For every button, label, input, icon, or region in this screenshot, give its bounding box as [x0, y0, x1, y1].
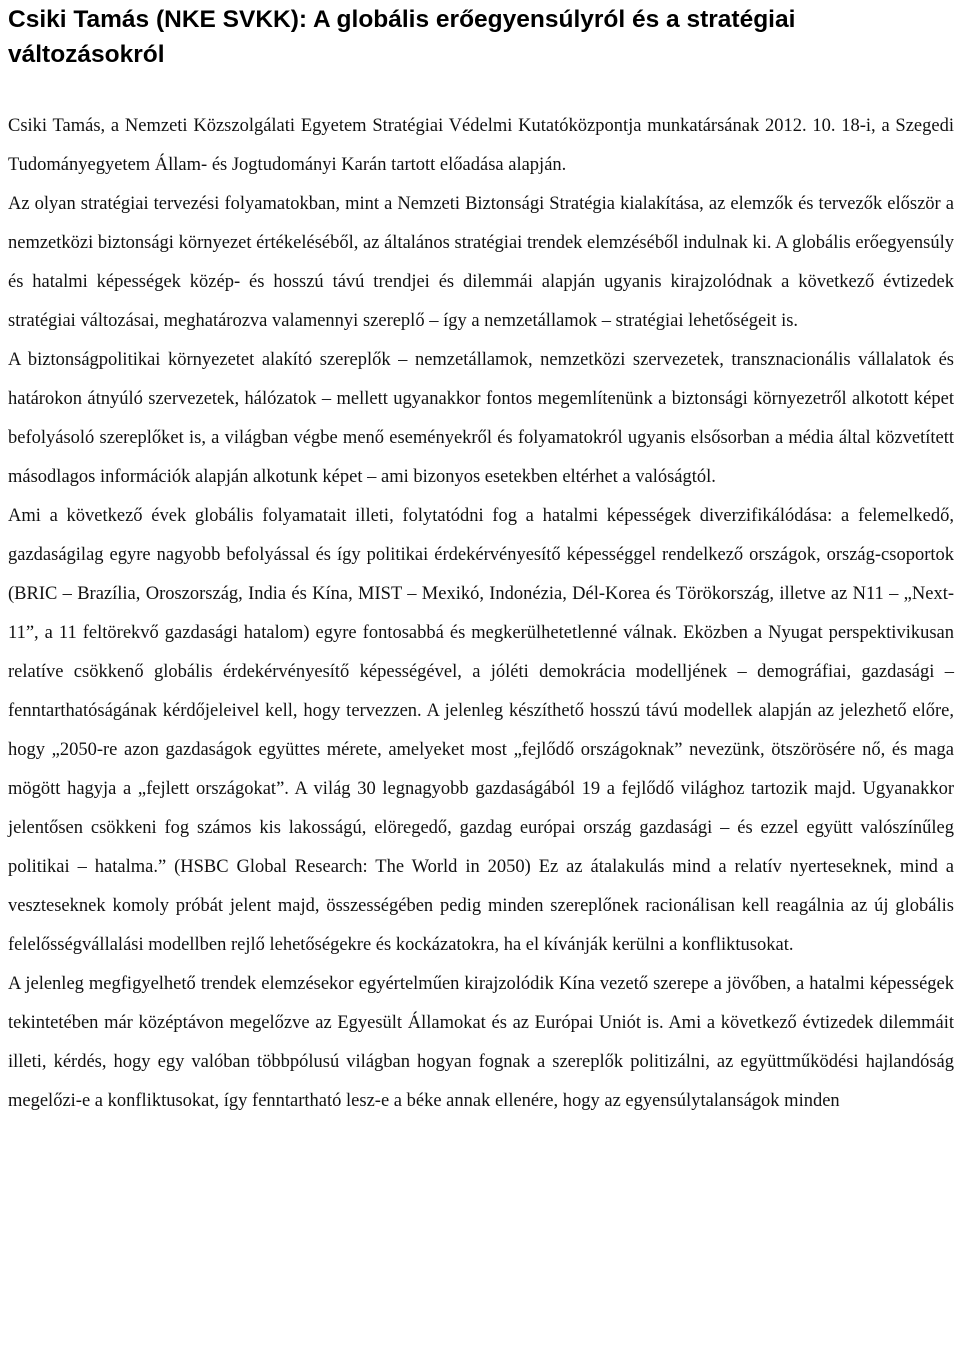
intro-paragraph: Csiki Tamás, a Nemzeti Közszolgálati Egyetem Stratégiai Védelmi Kutatóközpontja munkatársának 2012. 10. 18-i, a Szegedi Tudományegyetem Állam- és Jogtudományi Karán tartott előadása alapján. — [8, 116, 954, 175]
body-paragraph-4: A jelenleg megfigyelhető trendek elemzésekor egyértelműen kirajzolódik Kína vezető szerepe a jövőben, a hatalmi képességek tekintetében már középtávon megelőzve az Egyesült Államokat és az Európai Uniót is. Ami a következő évtizedek dilemmáit illeti, kérdés, hogy egy valóban többpólusú világban hogyan fognak a szereplők politizálni, az együttműködési hajlandóság megelőzi-e a konfliktusokat, így fenntartható lesz-e a béke annak ellenére, hogy az egyensúlytalanságok minden — [8, 974, 954, 1111]
document-title: Csiki Tamás (NKE SVKK): A globális erőegyensúlyról és a stratégiai változásokról — [8, 6, 796, 68]
body-paragraph-3: Ami a következő évek globális folyamatait illeti, folytatódni fog a hatalmi képességek diverzifikálódása: a felemelkedő, gazdaságilag egyre nagyobb befolyással és így politikai érdekérvényesítő képességgel rendelkező országok, ország-csoportok (BRIC – Brazília, Oroszország, India és Kína, MIST – Mexikó, Indonézia, Dél-Korea és Törökország, illetve az N11 – „Next-11”, a 11 feltörekvő gazdasági hatalom) egyre fontosabbá és megkerülhetetlenné válnak. Eközben a Nyugat perspektivikusan relatíve csökkenő globális érdekérvényesítő képességével, a jóléti demokrácia modelljének – demográfiai, gazdasági – fenntarthatóságának kérdőjeleivel kell, hogy tervezzen. A jelenleg készíthető hosszú távú modellek alapján az jelezhető előre, hogy „2050-re azon gazdaságok együttes mérete, amelyeket most „fejlődő országoknak” nevezünk, ötszörösére nő, és maga mögött hagyja a „fejlett országokat”. A világ 30 legnagyobb gazdaságából 19 a fejlődő világhoz tartozik majd. Ugyanakkor jelentősen csökkeni fog számos kis lakosságú, elöregedő, gazdag európai ország gazdasági – és ezzel együtt valószínűleg politikai – hatalma.” (HSBC Global Research: The World in 2050) Ez az átalakulás mind a relatív nyerteseknek, mind a veszteseknek komoly próbát jelent majd, összességében pedig minden szereplőnek racionálisan kell reagálnia az új globális felelősségvállalási modellben rejlő lehetőségekre és kockázatokra, ha el kívánják kerülni a konfliktusokat. — [8, 506, 954, 955]
body-paragraph-2: A biztonságpolitikai környezetet alakító szereplők – nemzetállamok, nemzetközi szervezetek, transznacionális vállalatok és határokon átnyúló szervezetek, hálózatok – mellett ugyanakkor fontos megemlítenünk a biztonsági környezetről alkotott képet befolyásoló szereplőket is, a világban végbe menő eseményekről és folyamatokról ugyanis elsősorban a média által közvetített másodlagos információk alapján alkotunk képet – ami bizonyos esetekben eltérhet a valóságtól. — [8, 350, 954, 487]
body-paragraph-1: Az olyan stratégiai tervezési folyamatokban, mint a Nemzeti Biztonsági Stratégia kialakítása, az elemzők és tervezők először a nemzetközi biztonsági környezet értékeléséből, az általános stratégiai trendek elemzéséből indulnak ki. A globális erőegyensúly és hatalmi képességek közép- és hosszú távú trendjei és dilemmái alapján ugyanis kirajzolódnak a következő évtizedek stratégiai változásai, meghatározva valamennyi szereplő – így a nemzetállamok – stratégiai lehetőségeit is. — [8, 194, 954, 331]
